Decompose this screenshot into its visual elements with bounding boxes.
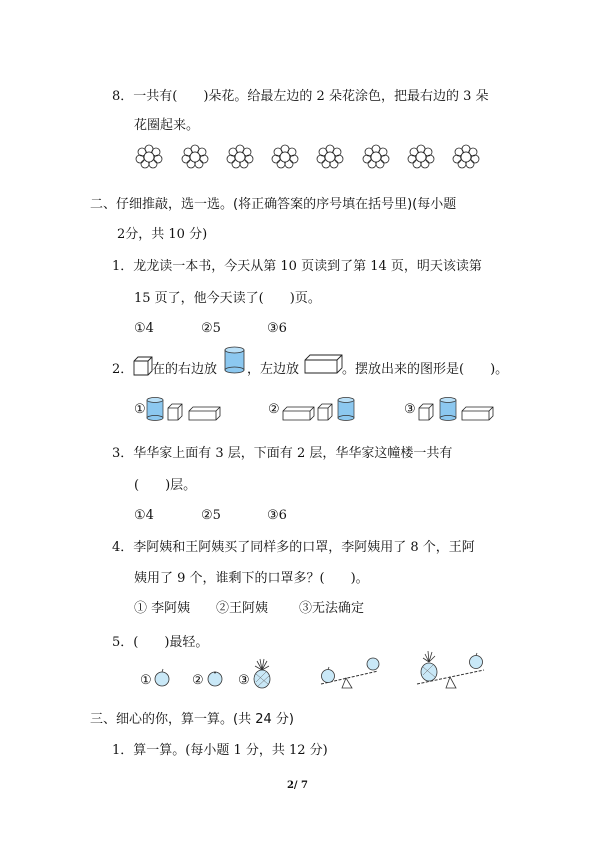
flower-icon (136, 145, 162, 168)
q5-option-1: ① (140, 673, 152, 688)
seesaw-icon (318, 656, 388, 692)
cube-icon (133, 356, 153, 376)
q3-option-1: ①4 (134, 508, 154, 523)
cuboid-icon (304, 354, 344, 374)
calc1-line1: 1．算一算。(每小题 1 分，共 12 分) (112, 743, 328, 758)
q2-option-1-figure (146, 396, 226, 422)
section3-title: 三、细心的你，算一算。(共 24 分) (90, 712, 294, 727)
orange-icon (205, 668, 225, 688)
pineapple-icon (250, 658, 274, 690)
page-number: 2/ 7 (286, 780, 309, 791)
flower-icon (317, 145, 343, 168)
q2-option-2: ② (268, 402, 280, 417)
flower-icon (272, 145, 298, 168)
q2-option-2-figure (282, 396, 362, 422)
q4-option-1: ① 李阿姨 (134, 601, 191, 616)
flower-icon (408, 145, 434, 168)
q1-option-1: ①4 (134, 321, 154, 336)
q3-option-3: ③6 (267, 508, 287, 523)
q2-number: 2． (112, 362, 134, 377)
cylinder-icon (224, 346, 246, 374)
q1-option-3: ③6 (267, 321, 287, 336)
q8-line1: 8．一共有( )朵花。给最左边的 2 朵花涂色，把最右边的 3 朵 (112, 89, 489, 104)
q4-option-2: ②王阿姨 (216, 601, 269, 616)
flower-icon (363, 145, 389, 168)
section2-title-line1: 二、仔细推敲，选一选。(将正确答案的序号填在括号里)(每小题 (90, 197, 457, 212)
flowers-row (0, 142, 595, 182)
q4-line2: 姨用了 9 个，谁剩下的口罩多？( )。 (134, 571, 369, 586)
q5-option-2: ② (192, 673, 204, 688)
q2-option-1: ① (134, 402, 146, 417)
q4-option-3: ③无法确定 (299, 601, 365, 616)
q1-line1: 1．龙龙读一本书，今天从第 10 页读到了第 14 页，明天该读第 (112, 259, 482, 274)
q2-option-3: ③ (404, 402, 416, 417)
q1-option-2: ②5 (201, 321, 221, 336)
q3-line1: 3．华华家上面有 3 层，下面有 2 层，华华家这幢楼一共有 (112, 446, 453, 461)
flower-icon (227, 145, 253, 168)
q5-option-3: ③ (238, 673, 250, 688)
q2-part1: 在的右边放 (152, 362, 218, 377)
seesaw-icon (414, 648, 494, 692)
q2-part3: 。摆放出来的图形是( )。 (342, 362, 509, 377)
q4-line1: 4．李阿姨和王阿姨买了同样多的口罩，李阿姨用了 8 个，王阿 (112, 540, 475, 555)
flower-icon (453, 145, 479, 168)
flower-icon (182, 145, 208, 168)
section2-title-line2: 2分，共 10 分) (117, 227, 208, 242)
apple-icon (153, 668, 173, 688)
q1-line2: 15 页了，他今天读了( )页。 (134, 291, 321, 306)
q2-part2: ，左边放 (247, 362, 300, 377)
q2-option-3-figure (418, 396, 498, 422)
q8-line2: 花圈起来。 (134, 118, 200, 133)
q5-line1: 5．( )最轻。 (112, 635, 209, 650)
q3-line2: ( )层。 (134, 478, 197, 493)
q3-option-2: ②5 (201, 508, 221, 523)
